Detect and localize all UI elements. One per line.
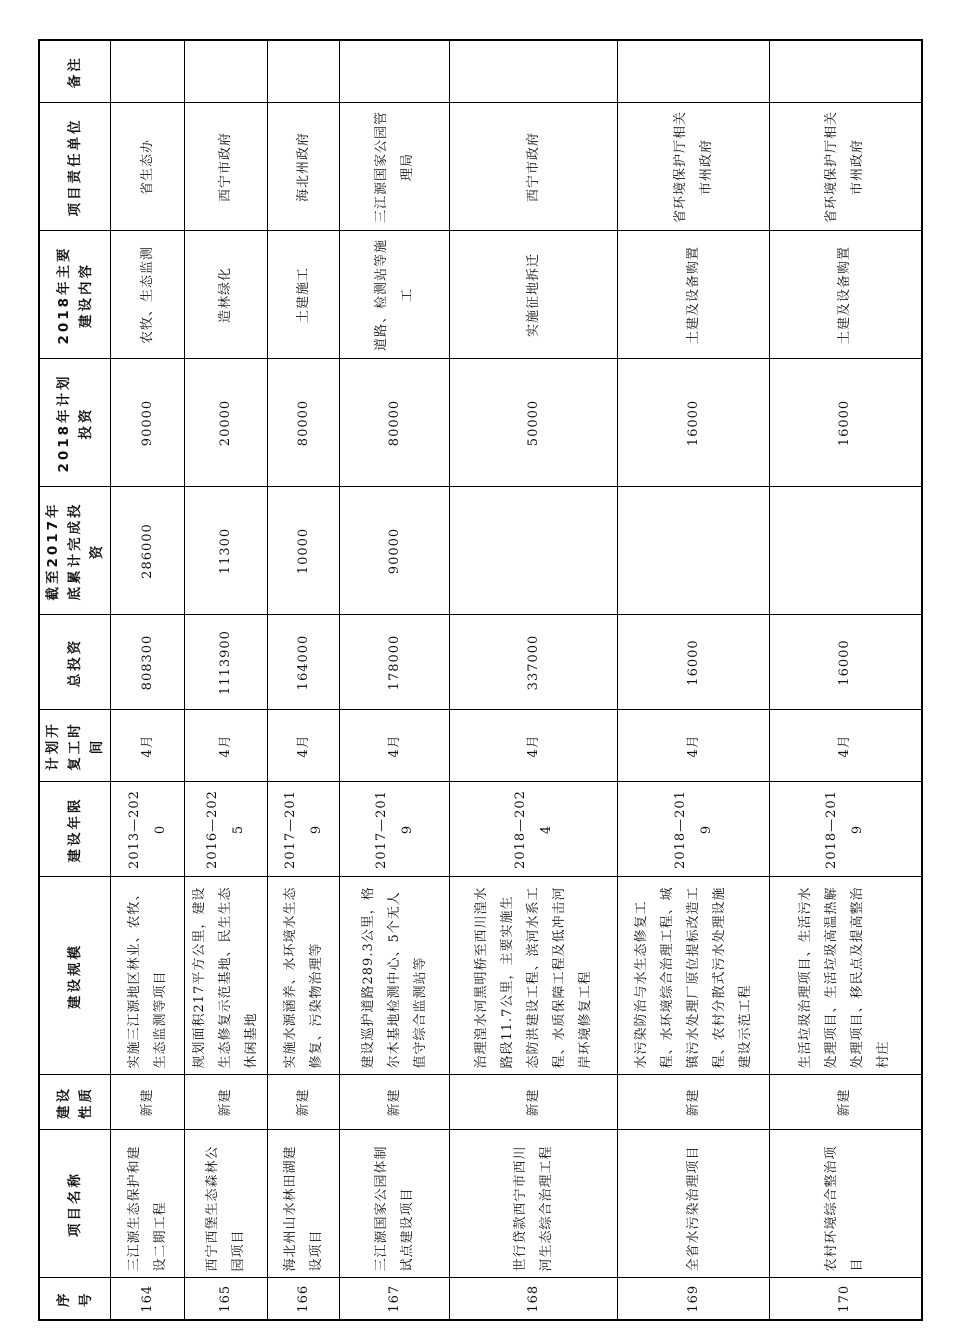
cell-unit: 西宁市政府 <box>185 103 268 231</box>
cell-start: 4月 <box>185 710 268 782</box>
cell-start: 4月 <box>340 710 450 782</box>
cell-note <box>618 40 770 103</box>
cell-name: 三江源国家公园体制试点建设项目 <box>340 1130 450 1278</box>
header-name: 项目名称 <box>39 1130 111 1278</box>
cell-unit: 省环境保护厅相关市州政府 <box>770 103 922 231</box>
table-row <box>340 40 450 1320</box>
header-done: 截至2017年底累计完成投资 <box>39 487 111 615</box>
cell-main: 土建及设备购置 <box>618 231 770 359</box>
cell-note <box>450 40 618 103</box>
cell-unit: 海北州政府 <box>268 103 340 231</box>
cell-plan: 16000 <box>618 359 770 487</box>
cell-done <box>770 487 922 615</box>
cell-seq: 168 <box>450 1278 618 1320</box>
cell-done <box>618 487 770 615</box>
header-unit: 项目责任单位 <box>39 103 111 231</box>
cell-seq: 166 <box>268 1278 340 1320</box>
table-row <box>268 40 340 1320</box>
cell-seq: 167 <box>340 1278 450 1320</box>
cell-unit: 省生态办 <box>111 103 185 231</box>
cell-unit: 三江源国家公园管理局 <box>340 103 450 231</box>
cell-note <box>268 40 340 103</box>
cell-plan: 20000 <box>185 359 268 487</box>
rotated-table-page <box>38 41 918 1321</box>
cell-main: 道路、检测站等施工 <box>340 231 450 359</box>
cell-name: 全省水污染治理项目 <box>618 1130 770 1278</box>
table-row <box>185 40 268 1320</box>
cell-seq: 164 <box>111 1278 185 1320</box>
header-type: 建设性质 <box>39 1075 111 1130</box>
table-row <box>111 40 185 1320</box>
cell-years: 2013—2020 <box>111 782 185 877</box>
cell-main: 土建施工 <box>268 231 340 359</box>
cell-total: 16000 <box>770 615 922 710</box>
cell-plan: 16000 <box>770 359 922 487</box>
cell-start: 4月 <box>111 710 185 782</box>
table-row <box>618 40 770 1320</box>
cell-type: 新建 <box>185 1075 268 1130</box>
cell-name: 三江源生态保护和建设二期工程 <box>111 1130 185 1278</box>
cell-plan: 80000 <box>268 359 340 487</box>
cell-start: 4月 <box>770 710 922 782</box>
table-row <box>770 40 922 1320</box>
cell-main: 农牧、生态监测 <box>111 231 185 359</box>
cell-plan: 90000 <box>111 359 185 487</box>
cell-type: 新建 <box>450 1075 618 1130</box>
cell-note <box>770 40 922 103</box>
cell-seq: 165 <box>185 1278 268 1320</box>
cell-name: 西宁西堡生态森林公园项目 <box>185 1130 268 1278</box>
cell-total: 164000 <box>268 615 340 710</box>
header-note: 备注 <box>39 40 111 103</box>
cell-seq: 170 <box>770 1278 922 1320</box>
cell-scale: 实施水源涵养、水环境水生态修复、污染物治理等 <box>268 877 340 1075</box>
cell-scale: 治理湟水河黑明桥至西川湟水路段11.7公里，主要实施生态防洪建设工程、滨河水系工程、水质保障工程及低冲击河岸环境修复工程 <box>450 877 618 1075</box>
cell-unit: 省环境保护厅相关市州政府 <box>618 103 770 231</box>
cell-total: 16000 <box>618 615 770 710</box>
cell-done: 90000 <box>340 487 450 615</box>
header-scale: 建设规模 <box>39 877 111 1075</box>
cell-name: 海北州山水林田湖建设项目 <box>268 1130 340 1278</box>
cell-total: 337000 <box>450 615 618 710</box>
cell-years: 2018—2019 <box>618 782 770 877</box>
cell-years: 2016—2025 <box>185 782 268 877</box>
cell-main: 造林绿化 <box>185 231 268 359</box>
table-row <box>450 40 618 1320</box>
header-total: 总投资 <box>39 615 111 710</box>
cell-plan: 80000 <box>340 359 450 487</box>
cell-total: 1113900 <box>185 615 268 710</box>
cell-scale: 生活垃圾治理项目、生活污水处理项目、生活垃圾高温热解处理项目、移民点及提高整治村庄 <box>770 877 922 1075</box>
header-row <box>39 40 111 1320</box>
cell-main: 实施征地拆迁 <box>450 231 618 359</box>
header-seq: 序号 <box>39 1278 111 1320</box>
cell-total: 178000 <box>340 615 450 710</box>
cell-note <box>185 40 268 103</box>
cell-done: 10000 <box>268 487 340 615</box>
cell-name: 农村环境综合整治项目 <box>770 1130 922 1278</box>
cell-type: 新建 <box>770 1075 922 1130</box>
cell-years: 2017—2019 <box>268 782 340 877</box>
cell-note <box>340 40 450 103</box>
cell-type: 新建 <box>618 1075 770 1130</box>
cell-type: 新建 <box>340 1075 450 1130</box>
cell-type: 新建 <box>268 1075 340 1130</box>
cell-years: 2018—2024 <box>450 782 618 877</box>
header-plan: 2018年计划投资 <box>39 359 111 487</box>
header-years: 建设年限 <box>39 782 111 877</box>
cell-done: 11300 <box>185 487 268 615</box>
header-start: 计划开复工时间 <box>39 710 111 782</box>
cell-done: 286000 <box>111 487 185 615</box>
cell-start: 4月 <box>450 710 618 782</box>
cell-total: 808300 <box>111 615 185 710</box>
cell-type: 新建 <box>111 1075 185 1130</box>
header-main: 2018年主要建设内容 <box>39 231 111 359</box>
cell-scale: 实施三江源地区林业、农牧、生态监测等项目 <box>111 877 185 1075</box>
cell-start: 4月 <box>268 710 340 782</box>
cell-unit: 西宁市政府 <box>450 103 618 231</box>
project-table <box>38 39 923 1321</box>
cell-start: 4月 <box>618 710 770 782</box>
cell-scale: 规划面积217平方公里，建设生态修复示范基地、民生生态休闲基地 <box>185 877 268 1075</box>
cell-done <box>450 487 618 615</box>
cell-years: 2018—2019 <box>770 782 922 877</box>
cell-main: 土建及设备购置 <box>770 231 922 359</box>
cell-scale: 建设巡护道路289.3公里，格尔木基地检测中心、5个无人值守综合监测站等 <box>340 877 450 1075</box>
cell-name: 世行贷款西宁市西川河生态综合治理工程 <box>450 1130 618 1278</box>
cell-years: 2017—2019 <box>340 782 450 877</box>
cell-note <box>111 40 185 103</box>
cell-plan: 50000 <box>450 359 618 487</box>
cell-scale: 水污染防治与水生态修复工程、水环境综合治理工程、城镇污水处理厂原位提标改造工程、农村分散式污水处理设施建设示范工程 <box>618 877 770 1075</box>
cell-seq: 169 <box>618 1278 770 1320</box>
